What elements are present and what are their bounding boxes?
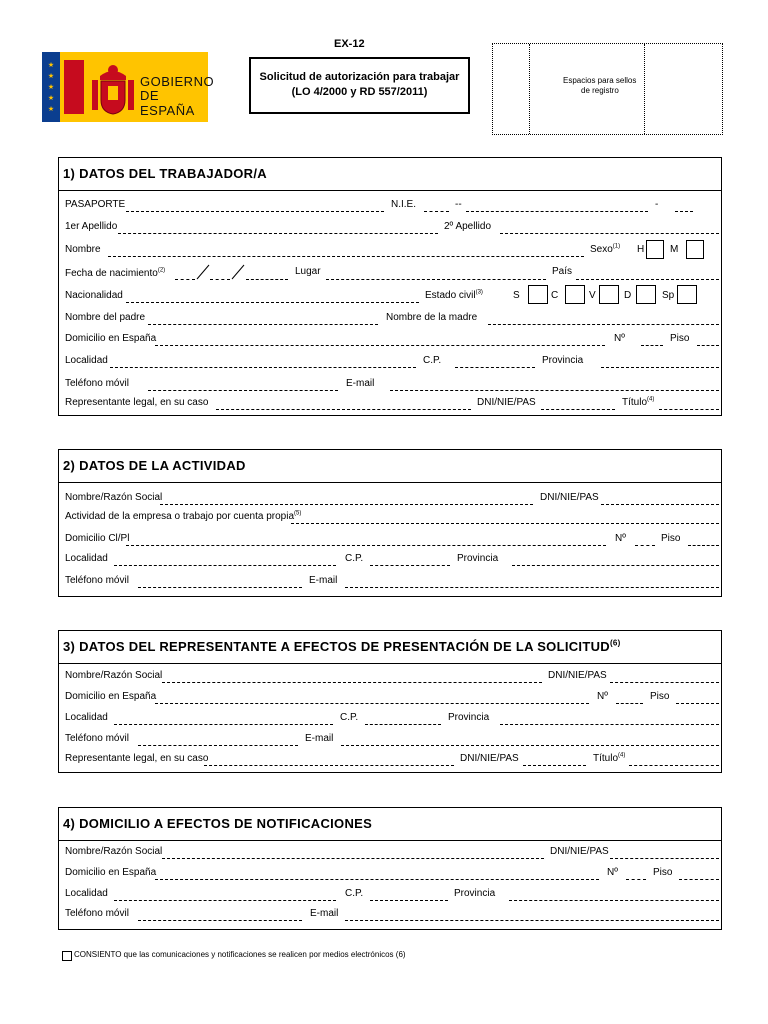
piso-field[interactable]: [697, 345, 719, 346]
stamp-label-2: de registro: [581, 86, 619, 95]
provincia-label: Provincia: [542, 355, 584, 366]
notif-dni-label: DNI/NIE/PAS: [550, 846, 609, 857]
rep-legal-field[interactable]: [204, 765, 454, 766]
lugar-field[interactable]: [326, 279, 546, 280]
section-3-header: [58, 630, 722, 664]
actividad-telefono-field[interactable]: [138, 587, 302, 588]
section-1-header: [58, 157, 722, 191]
section-2-header: [58, 449, 722, 483]
logo-text-line2: DE ESPAÑA: [140, 88, 195, 118]
sexo-m-checkbox[interactable]: [686, 240, 704, 259]
telefono-field[interactable]: [148, 390, 338, 391]
notif-domicilio-field[interactable]: [155, 879, 599, 880]
registry-stamp-area: [492, 43, 723, 135]
nie-dash-2: -: [655, 199, 659, 210]
estado-civil-label: Estado civil$^{(3)}$: [425, 289, 483, 301]
notif-dni-field[interactable]: [610, 858, 719, 859]
rep-legal-label: Representante legal, en su caso: [65, 753, 209, 764]
notif-nombre-field[interactable]: [162, 858, 544, 859]
notif-telefono-label: Teléfono móvil: [65, 908, 129, 919]
titulo-field[interactable]: [659, 409, 719, 410]
estado-d-checkbox[interactable]: [636, 285, 656, 304]
padre-field[interactable]: [148, 324, 378, 325]
apellido1-field[interactable]: [118, 233, 438, 234]
madre-label: Nombre de la madre: [386, 312, 478, 323]
domicilio-label: Domicilio en España: [65, 333, 157, 344]
notif-localidad-field[interactable]: [114, 900, 336, 901]
rep-nombre-field[interactable]: [162, 682, 542, 683]
eu-stars-icon: ★ ★ ★ ★ ★: [47, 62, 55, 113]
actividad-localidad-field[interactable]: [114, 565, 336, 566]
notif-piso-label: Piso: [653, 867, 673, 878]
form-title-box: [249, 57, 470, 114]
coat-of-arms-icon: [64, 60, 84, 114]
sexo-h-label: H: [637, 244, 645, 255]
estado-c-checkbox[interactable]: [565, 285, 585, 304]
pais-label: País: [552, 266, 573, 277]
actividad-cp-label: C.P.: [345, 553, 364, 564]
rep-email-field[interactable]: [341, 745, 719, 746]
fecha-slash-icon-2: [231, 264, 245, 280]
nombre-label: Nombre: [65, 244, 101, 255]
section-2-title: 2) DATOS DE LA ACTIVIDAD: [63, 458, 246, 473]
nie-control-field[interactable]: [675, 211, 693, 212]
notif-email-label: E-mail: [310, 908, 339, 919]
notif-cp-label: C.P.: [345, 888, 364, 899]
rep-numero-label: Nº: [597, 691, 608, 702]
numero-label: Nº: [614, 333, 625, 344]
actividad-email-label: E-mail: [309, 575, 338, 586]
stamp-divider-2: [644, 44, 645, 134]
notif-provincia-field[interactable]: [509, 900, 719, 901]
apellido2-label: 2º Apellido: [444, 221, 492, 232]
estado-s-checkbox[interactable]: [528, 285, 548, 304]
actividad-numero-field[interactable]: [635, 545, 655, 546]
representante-dni-field[interactable]: [541, 409, 615, 410]
actividad-domicilio-field[interactable]: [126, 545, 606, 546]
actividad-piso-label: Piso: [661, 533, 681, 544]
notif-nombre-label: Nombre/Razón Social: [65, 846, 163, 857]
pasaporte-field[interactable]: [126, 211, 384, 212]
estado-s-label: S: [513, 290, 520, 301]
sexo-m-label: M: [670, 244, 679, 255]
estado-sp-label: Sp: [662, 290, 675, 301]
fecha-slash-icon: [196, 264, 210, 280]
rep-cp-field[interactable]: [365, 724, 441, 725]
rep-domicilio-label: Domicilio en España: [65, 691, 157, 702]
notif-numero-label: Nº: [607, 867, 618, 878]
estado-d-label: D: [624, 290, 632, 301]
notif-telefono-field[interactable]: [138, 920, 302, 921]
fecha-mes-field[interactable]: [210, 279, 230, 280]
notif-email-field[interactable]: [345, 920, 719, 921]
consent-checkbox[interactable]: [62, 951, 72, 961]
rep-titulo-field[interactable]: [629, 765, 719, 766]
apellido1-label: 1er Apellido: [65, 221, 118, 232]
representante-dni-label: DNI/NIE/PAS: [477, 397, 536, 408]
logo-text-line1: GOBIERNO: [140, 74, 215, 89]
sexo-h-checkbox[interactable]: [646, 240, 664, 259]
rep-localidad-label: Localidad: [65, 712, 108, 723]
estado-v-label: V: [589, 290, 596, 301]
email-label: E-mail: [346, 378, 375, 389]
nie-letter-field[interactable]: [424, 211, 449, 212]
actividad-email-field[interactable]: [345, 587, 719, 588]
form-title-line1: Solicitud de autorización para trabajar: [259, 71, 460, 83]
section-1-title: 1) DATOS DEL TRABAJADOR/A: [63, 166, 267, 181]
form-title-line2: (LO 4/2000 y RD 557/2011): [291, 86, 428, 98]
rep-provincia-label: Provincia: [448, 712, 490, 723]
notif-numero-field[interactable]: [626, 879, 646, 880]
stamp-label-1: Espacios para sellos: [563, 76, 637, 85]
padre-label: Nombre del padre: [65, 312, 146, 323]
email-field[interactable]: [390, 390, 719, 391]
pais-field[interactable]: [576, 279, 719, 280]
notif-provincia-label: Provincia: [454, 888, 496, 899]
rep-nombre-label: Nombre/Razón Social: [65, 670, 163, 681]
titulo-label: Título$^{(4)}$: [622, 396, 655, 408]
section-4-title: 4) DOMICILIO A EFECTOS DE NOTIFICACIONES: [63, 816, 373, 831]
piso-label: Piso: [670, 333, 690, 344]
sexo-label: Sexo$^{(1)}$: [590, 243, 621, 255]
section-4-header: [58, 807, 722, 841]
nacionalidad-field[interactable]: [126, 302, 419, 303]
localidad-field[interactable]: [110, 367, 416, 368]
actividad-dni-label: DNI/NIE/PAS: [540, 492, 599, 503]
notif-domicilio-label: Domicilio en España: [65, 867, 157, 878]
rep-email-label: E-mail: [305, 733, 334, 744]
telefono-label: Teléfono móvil: [65, 378, 129, 389]
actividad-nombre-label: Nombre/Razón Social: [65, 492, 163, 503]
section-1-body: [58, 190, 722, 416]
actividad-domicilio-label: Domicilio Cl/Pl: [65, 533, 130, 544]
madre-field[interactable]: [488, 324, 719, 325]
actividad-field[interactable]: [291, 523, 719, 524]
consent-label: CONSIENTO que las comunicaciones y notificaciones se realicen por medios electrónicos (6): [74, 950, 406, 959]
pasaporte-label: PASAPORTE: [65, 199, 126, 210]
rep-dni-field[interactable]: [610, 682, 719, 683]
rep-legal-dni-label: DNI/NIE/PAS: [460, 753, 519, 764]
representante-field[interactable]: [216, 409, 471, 410]
representante-label: Representante legal, en su caso: [65, 397, 209, 408]
notif-piso-field[interactable]: [679, 879, 719, 880]
cp-label: C.P.: [423, 355, 442, 366]
estado-c-label: C: [551, 290, 559, 301]
rep-provincia-field[interactable]: [500, 724, 719, 725]
fecha-label: Fecha de nacimiento$^{(2)}$: [65, 267, 166, 279]
actividad-provincia-field[interactable]: [512, 565, 719, 566]
rep-telefono-label: Teléfono móvil: [65, 733, 129, 744]
fecha-dia-field[interactable]: [175, 279, 195, 280]
estado-v-checkbox[interactable]: [599, 285, 619, 304]
notif-localidad-label: Localidad: [65, 888, 108, 899]
actividad-localidad-label: Localidad: [65, 553, 108, 564]
actividad-numero-label: Nº: [615, 533, 626, 544]
localidad-label: Localidad: [65, 355, 108, 366]
actividad-label: Actividad de la empresa o trabajo por cuenta propia$^{(5)}$: [65, 510, 302, 522]
rep-titulo-label: Título$^{(4)}$: [593, 752, 626, 764]
numero-field[interactable]: [641, 345, 663, 346]
rep-numero-field[interactable]: [616, 703, 643, 704]
form-code: EX-12: [334, 38, 365, 50]
apellido2-field[interactable]: [500, 233, 719, 234]
actividad-provincia-label: Provincia: [457, 553, 499, 564]
coat-of-arms-shield-icon: [86, 58, 140, 116]
gobierno-logo: [42, 52, 215, 122]
nie-label: N.I.E.: [391, 199, 417, 210]
rep-piso-field[interactable]: [676, 703, 719, 704]
fecha-anio-field[interactable]: [246, 279, 288, 280]
nacionalidad-label: Nacionalidad: [65, 290, 123, 301]
actividad-cp-field[interactable]: [370, 565, 450, 566]
actividad-telefono-label: Teléfono móvil: [65, 575, 129, 586]
notif-cp-field[interactable]: [370, 900, 448, 901]
rep-piso-label: Piso: [650, 691, 670, 702]
rep-localidad-field[interactable]: [114, 724, 333, 725]
provincia-field[interactable]: [601, 367, 719, 368]
actividad-piso-field[interactable]: [688, 545, 719, 546]
lugar-label: Lugar: [295, 266, 321, 277]
estado-sp-checkbox[interactable]: [677, 285, 697, 304]
stamp-divider: [529, 44, 530, 134]
section-3-title: 3) DATOS DEL REPRESENTANTE A EFECTOS DE PRESENTACIÓN DE LA SOLICITUD$^{(6)}$: [63, 638, 621, 654]
rep-legal-dni-field[interactable]: [523, 765, 586, 766]
actividad-nombre-field[interactable]: [160, 504, 533, 505]
nombre-field[interactable]: [108, 256, 584, 257]
rep-telefono-field[interactable]: [138, 745, 298, 746]
nie-dash: --: [455, 199, 462, 210]
rep-dni-label: DNI/NIE/PAS: [548, 670, 607, 681]
nie-number-field[interactable]: [466, 211, 648, 212]
rep-cp-label: C.P.: [340, 712, 359, 723]
cp-field[interactable]: [455, 367, 535, 368]
rep-domicilio-field[interactable]: [155, 703, 589, 704]
actividad-dni-field[interactable]: [601, 504, 719, 505]
domicilio-field[interactable]: [155, 345, 605, 346]
